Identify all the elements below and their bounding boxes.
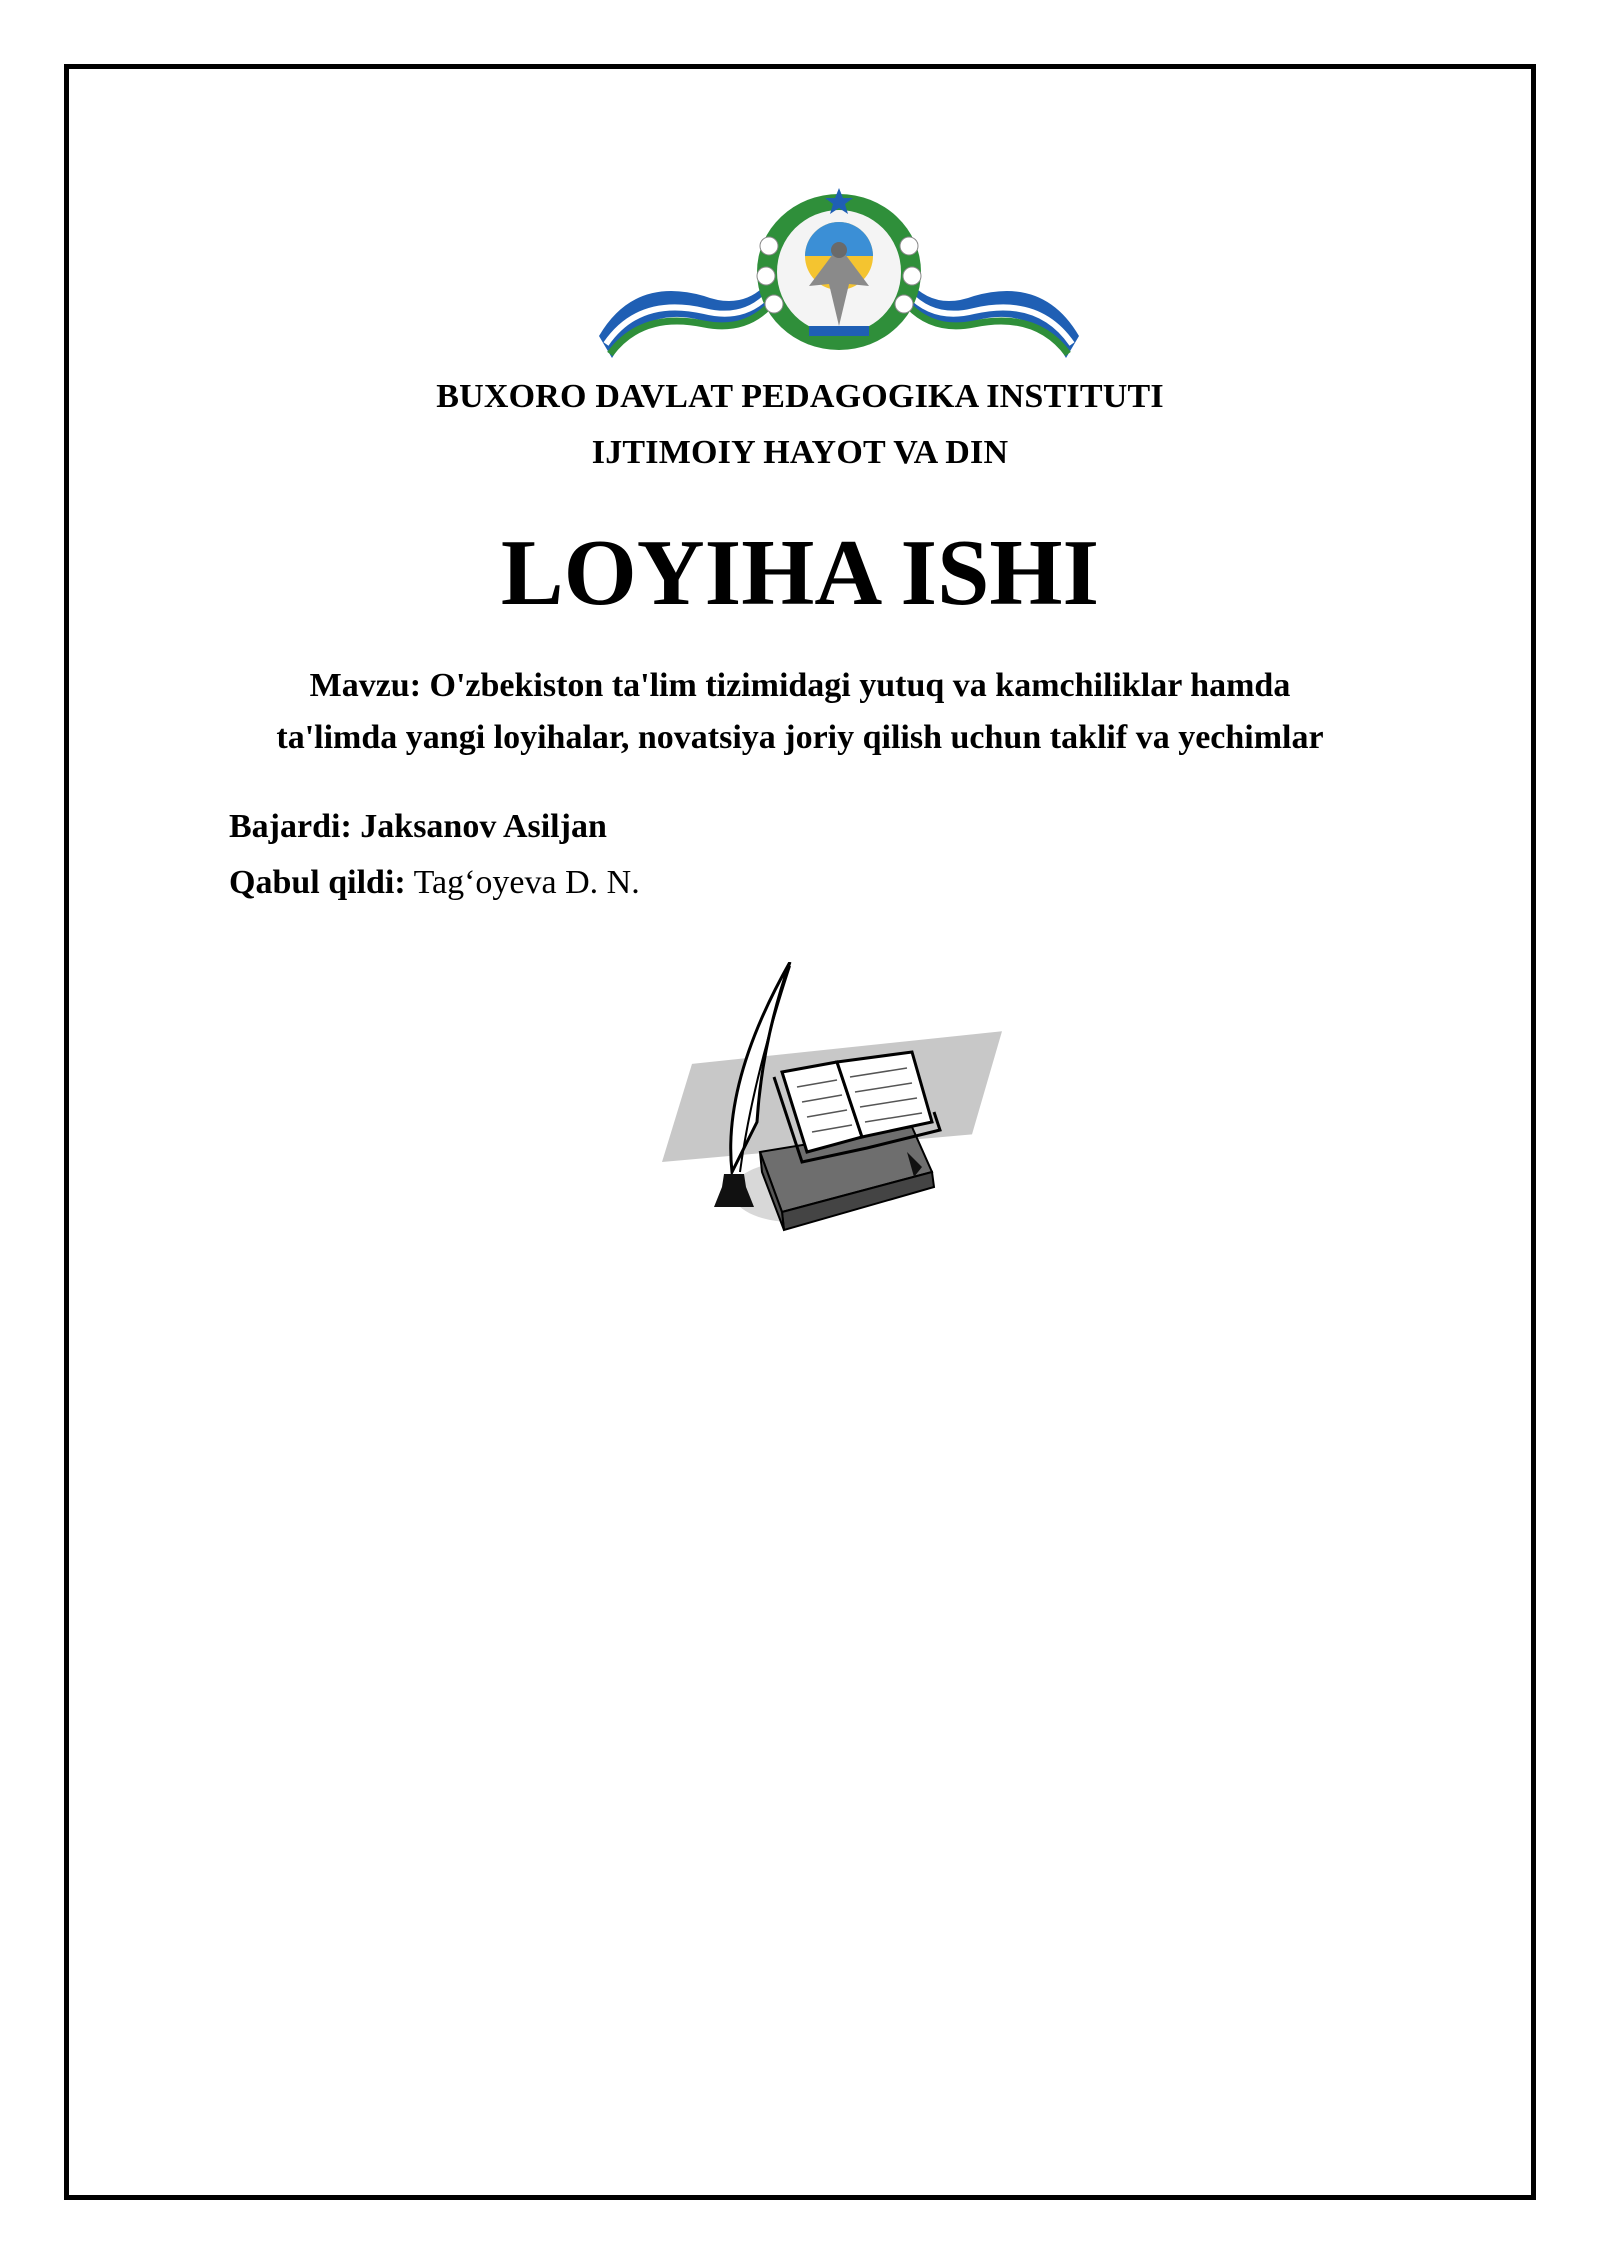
accepted-by xyxy=(229,864,640,902)
performed-value: Jaksanov Asiljan xyxy=(360,808,607,845)
performed-by xyxy=(229,808,607,846)
accepted-label: Qabul qildi: xyxy=(229,864,406,901)
topic-line-1: Mavzu: O'zbekiston ta'lim tizimidagi yutuq va kamchiliklar hamda xyxy=(309,667,1291,704)
accepted-value: Tag‘oyeva D. N. xyxy=(413,864,640,901)
state-emblem-icon xyxy=(594,186,1084,358)
topic-line-2: ta'limda yangi loyihalar, novatsiya joriy qilish uchun taklif va yechimlar xyxy=(276,719,1324,756)
document-title: LOYIHA ISHI xyxy=(500,521,1100,625)
topic xyxy=(0,660,1600,764)
institute-name: BUXORO DAVLAT PEDAGOGIKA INSTITUTI xyxy=(436,378,1164,415)
subject-name: IJTIMOIY HAYOT VA DIN xyxy=(591,434,1009,471)
performed-label: Bajardi: xyxy=(229,808,352,845)
book-quill-icon xyxy=(662,962,1018,1252)
